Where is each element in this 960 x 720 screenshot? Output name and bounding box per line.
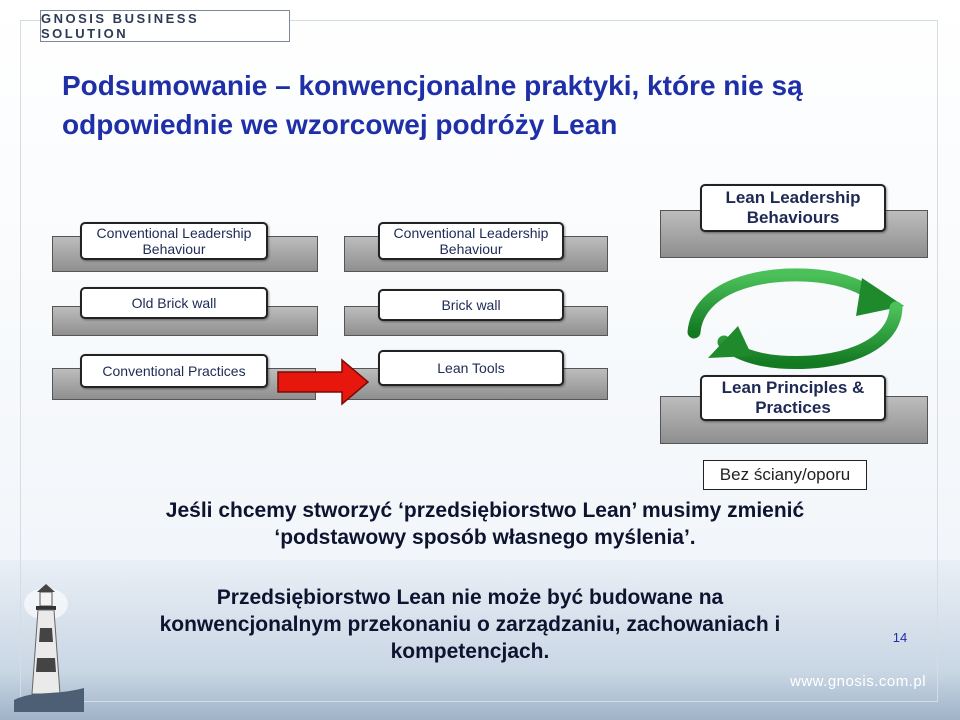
slide-title: Podsumowanie – konwencjonalne praktyki, które nie są odpowiednie we wzorcowej podróży Lean [62,70,803,140]
col1-wall-label: Old Brick wall [80,287,268,319]
right-arrow-icon [276,358,372,406]
col3-principles-label: Lean Principles & Practices [700,375,886,421]
key-statement-2: Przedsiębiorstwo Lean nie może być budowane na konwencjonalnym przekonaniu o zarządzaniu, zachowaniach i kompetencjach. [159,586,781,663]
key-statement-1: Jeśli chcemy stworzyć ‘przedsiębiorstwo Lean’ musimy zmienić ‘podstawowy sposób własnego myślenia’. [165,499,805,549]
col1-practices-label: Conventional Practices [80,354,268,388]
col3-leadership-label: Lean Leadership Behaviours [700,184,886,232]
page-number: 14 [892,630,908,645]
no-wall-label: Bez ściany/oporu [703,460,867,490]
col2-tools-label: Lean Tools [378,350,564,386]
cycle-arrows-icon [668,262,920,374]
col1-leadership-label: Conventional Leadership Behaviour [80,222,268,260]
company-logo: GNOSIS BUSINESS SOLUTION [40,10,290,42]
col2-wall-label: Brick wall [378,289,564,321]
lighthouse-icon [14,582,84,712]
col2-leadership-label: Conventional Leadership Behaviour [378,222,564,260]
website-link[interactable]: www.gnosis.com.pl [790,673,927,690]
